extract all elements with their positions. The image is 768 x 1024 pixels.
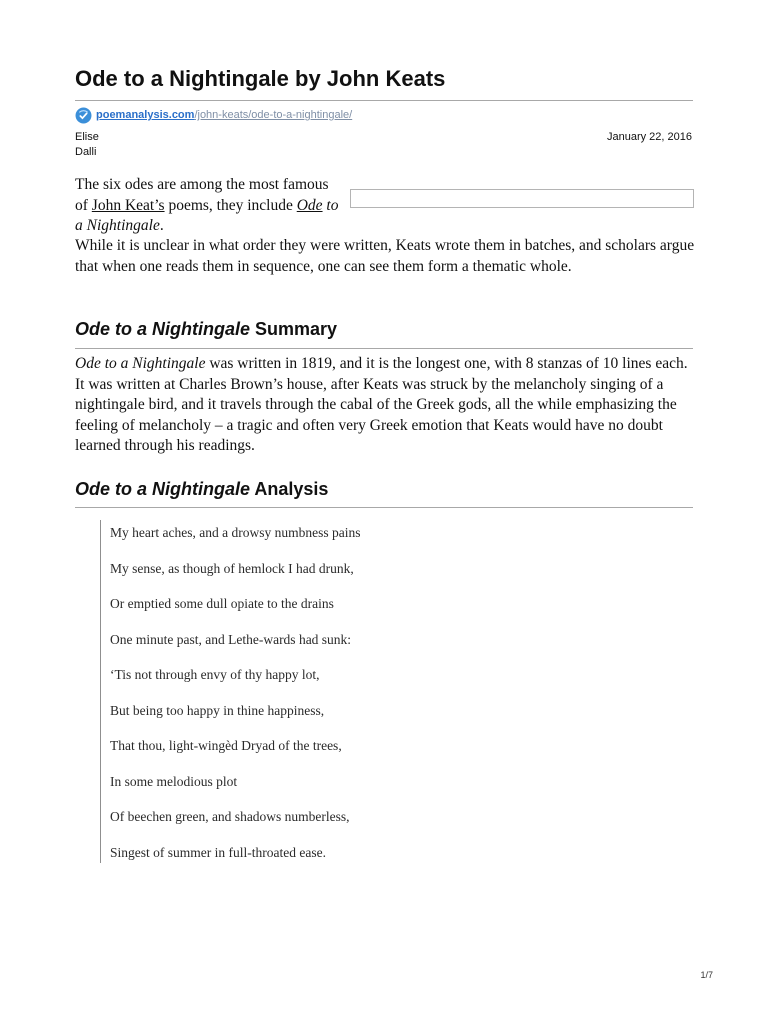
summary-heading [75, 319, 337, 340]
summary-italic-title: Ode to a Nightingale [75, 355, 206, 372]
poem-line: Singest of summer in full-throated ease. [110, 845, 326, 860]
poem-line: In some melodious plot [110, 774, 238, 789]
poem-line: My heart aches, and a drowsy numbness pains [110, 525, 361, 540]
summary-text: was written in 1819, and it is the longest one, with 8 stanzas of 10 lines each. It was written at Charles Brown’s house, after Keats was struck by the melancholy singing of a nightingale bird, and it travels through the cabal of the Greek gods, all the while emphasizing the feeling of melancholy – a tragic and often very Greek emotion that Keats would have no doubt learned through his readings. [75, 355, 688, 454]
analysis-heading-italic: Ode to a Nightingale [75, 479, 251, 499]
analysis-divider [75, 507, 693, 508]
summary-heading-italic: Ode to a Nightingale [75, 319, 251, 339]
poem-line: ‘Tis not through envy of thy happy lot, [110, 667, 320, 682]
link-icon [75, 107, 92, 124]
source-path[interactable]: /john-keats/ode-to-a-nightingale/ [194, 109, 353, 121]
poem-line: One minute past, and Lethe-wards had sunk: [110, 632, 352, 647]
intro-text: The six odes are among the most famous of [75, 176, 329, 214]
poem-line: Of beechen green, and shadows numberless, [110, 809, 350, 824]
summary-paragraph [75, 354, 695, 457]
summary-heading-rest: Summary [250, 319, 338, 339]
author-name: Elise Dalli [75, 131, 99, 158]
page-title: Ode to a Nightingale by John Keats [75, 66, 446, 91]
summary-divider [75, 348, 693, 349]
source-domain[interactable]: poemanalysis.com [96, 109, 195, 121]
poem-line: Or emptied some dull opiate to the drains [110, 596, 334, 611]
poem-blockquote [100, 520, 601, 863]
poem-line: That thou, light-wingèd Dryad of the trees, [110, 738, 342, 753]
page-number: 1/7 [700, 970, 713, 980]
intro-italic-title: to a Nightingale [75, 196, 339, 234]
intro-continuation: While it is unclear in what order they were written, Keats wrote them in batches, and scholars argue that when one reads them in sequence, one can see them form a thematic whole. [75, 237, 695, 275]
image-placeholder [350, 189, 694, 208]
intro-text-mid: poems, they include [164, 196, 297, 214]
title-divider [75, 100, 693, 101]
analysis-heading-rest: Analysis [250, 479, 329, 499]
poem-line: My sense, as though of hemlock I had drunk, [110, 561, 354, 576]
intro-paragraph [75, 175, 345, 237]
ode-link[interactable]: Ode [296, 196, 323, 214]
publish-date: January 22, 2016 [606, 131, 692, 143]
analysis-heading [75, 479, 328, 500]
poem-line: But being too happy in thine happiness, [110, 703, 325, 718]
john-keats-link[interactable]: John Keat’s [91, 196, 165, 214]
source-link[interactable] [75, 106, 352, 124]
intro-end: . [159, 217, 164, 234]
